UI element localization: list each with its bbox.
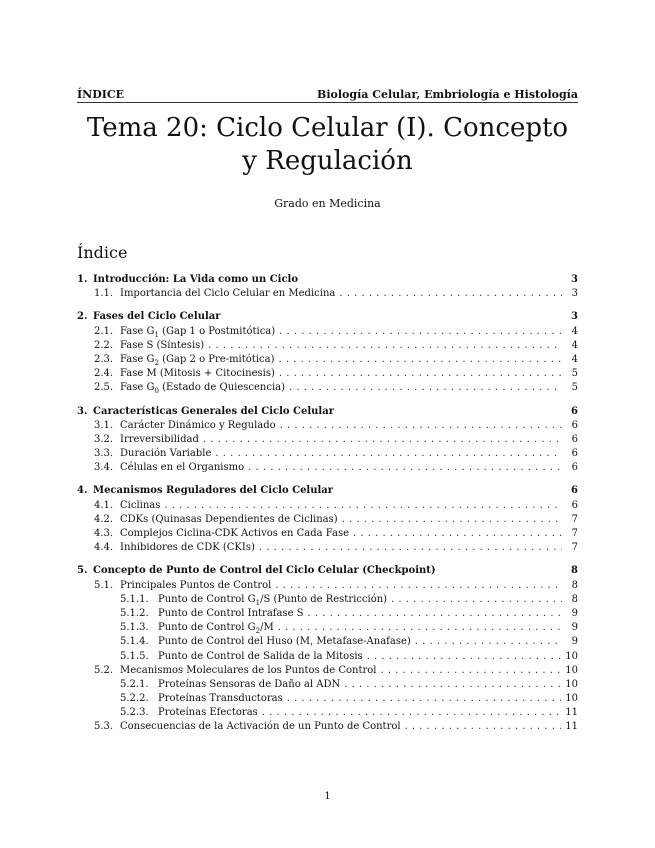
dot-leader (342, 513, 562, 527)
toc-number: 4.3. (94, 528, 114, 539)
dot-leader (278, 353, 562, 367)
toc-page: 7 (571, 513, 578, 525)
toc-number: 3.3. (94, 448, 114, 460)
toc-entry-5-1-4[interactable] (77, 635, 578, 649)
toc-title: Ciclinas (120, 499, 161, 511)
toc-page: 6 (571, 448, 578, 460)
toc-title: Proteínas Efectoras (158, 707, 258, 719)
toc-entry-5-2-1[interactable] (77, 678, 578, 692)
toc-title: Características Generales del Ciclo Celular (93, 405, 334, 417)
toc-number: 3.2. (94, 433, 114, 445)
dot-leader (280, 419, 562, 433)
toc-title: Mecanismos Reguladores del Ciclo Celular (93, 485, 334, 497)
toc-number: 5.2.1. (120, 678, 149, 690)
toc-number: 4. (77, 485, 88, 497)
toc-title: Fase M (Mitosis + Citocinesis) (120, 368, 275, 380)
toc-entry-5-2[interactable] (77, 664, 578, 678)
toc-entry-5-1-3[interactable] (77, 621, 578, 635)
title-line-1: Tema 20: Ciclo Celular (I). Concepto (86, 113, 569, 143)
toc-title: Mecanismos Moleculares de los Puntos de Control (120, 664, 377, 676)
toc-number: 3. (77, 405, 88, 417)
header-right: Biología Celular, Embriología e Histología (317, 88, 578, 101)
toc-entry-2-3[interactable] (77, 353, 578, 367)
toc-page: 5 (571, 382, 578, 394)
toc-title: Importancia del Ciclo Celular en Medicina (120, 288, 336, 300)
toc-number: 5. (77, 565, 88, 577)
toc-number: 4.1. (94, 499, 114, 511)
toc-entry-4-1[interactable] (77, 499, 578, 513)
toc-title: Fases del Ciclo Celular (93, 311, 221, 323)
dot-leader (353, 527, 562, 541)
header-left: ÍNDICE (77, 88, 125, 101)
toc-page: 4 (571, 353, 578, 365)
title-line-2: y Regulación (242, 146, 413, 176)
toc-title: Punto de Control Intrafase S (158, 607, 304, 619)
dot-leader (259, 541, 562, 555)
toc-title: Punto de Control del Huso (M, Metafase-Anafase) (158, 636, 411, 648)
toc-page: 6 (571, 499, 578, 511)
dot-leader (287, 692, 562, 706)
toc-section-1 (77, 273, 578, 301)
toc-page: 8 (571, 579, 578, 591)
toc-number: 2. (77, 311, 88, 323)
toc-number: 5.1.4. (120, 636, 149, 648)
toc-title: Fase S (Síntesis) (120, 339, 205, 351)
toc-page: 7 (571, 542, 578, 554)
toc-entry-5-3[interactable] (77, 720, 578, 734)
toc-number: 2.3. (94, 353, 114, 365)
toc-entry-4-4[interactable] (77, 541, 578, 555)
dot-leader (367, 650, 562, 664)
document-subtitle: Grado en Medicina (274, 197, 381, 210)
toc-number: 1.1. (94, 288, 114, 300)
toc-number: 4.4. (94, 542, 114, 554)
toc-title: Duración Variable (120, 448, 212, 460)
dot-leader (164, 499, 562, 513)
toc-title: Carácter Dinámico y Regulado (120, 419, 276, 431)
toc-section-4 (77, 484, 578, 555)
toc-page: 7 (571, 528, 578, 539)
toc-section-5 (77, 564, 578, 734)
toc-page: 11 (565, 721, 578, 733)
toc-number: 1. (77, 274, 88, 285)
toc-page: 8 (571, 565, 578, 577)
toc-page: 10 (565, 678, 578, 690)
dot-leader (415, 635, 562, 649)
dot-leader (381, 664, 562, 678)
toc-title: Irreversibilidad (120, 433, 199, 445)
toc-number: 2.2. (94, 339, 114, 351)
toc-entry-2[interactable] (77, 310, 578, 324)
toc-page: 6 (571, 433, 578, 445)
toc-title: Punto de Control $G_2/M$ (158, 622, 274, 636)
dot-leader (279, 325, 562, 339)
toc-page: 8 (571, 593, 578, 605)
toc-entry-5-2-3[interactable] (77, 706, 578, 720)
dot-leader (405, 720, 562, 734)
toc-number: 5.2.2. (120, 693, 149, 705)
toc-page: 3 (571, 274, 578, 285)
toc-title: Fase $G_0$ (Estado de Quiescencia) (120, 382, 286, 396)
toc-page: 3 (571, 288, 578, 300)
toc-title: Fase $G_2$ (Gap 2 o Pre-mitótica) (120, 353, 275, 367)
toc-number: 5.2. (94, 664, 114, 676)
page-number: 1 (324, 791, 331, 802)
toc-page: 6 (571, 462, 578, 474)
document-title (77, 112, 578, 178)
toc-entry-4-3[interactable] (77, 527, 578, 541)
toc-page: 6 (571, 419, 578, 431)
toc-title: Células en el Organismo (120, 462, 245, 474)
toc-entry-5-2-2[interactable] (77, 692, 578, 706)
toc-number: 5.2.3. (120, 707, 149, 719)
toc-page: 6 (571, 405, 578, 417)
toc-entry-5-1-2[interactable] (77, 607, 578, 621)
toc-title: Concepto de Punto de Control del Ciclo Celular (Checkpoint) (93, 565, 436, 577)
toc-entry-5[interactable] (77, 564, 578, 578)
dot-leader (391, 593, 562, 607)
dot-leader (248, 461, 562, 475)
dot-leader (215, 447, 562, 461)
toc-page: 10 (565, 664, 578, 676)
table-of-contents (77, 273, 578, 744)
toc-entry-4-2[interactable] (77, 513, 578, 527)
running-header (77, 88, 578, 103)
toc-number: 3.1. (94, 419, 114, 431)
toc-page: 6 (571, 485, 578, 497)
dot-leader (308, 607, 562, 621)
toc-number: 3.4. (94, 462, 114, 474)
toc-entry-3-3[interactable] (77, 447, 578, 461)
toc-entry-3-2[interactable] (77, 433, 578, 447)
dot-leader (275, 579, 562, 593)
dot-leader (278, 621, 562, 635)
toc-number: 5.1.2. (120, 607, 149, 619)
toc-page: 10 (565, 693, 578, 705)
toc-page: 9 (571, 622, 578, 634)
toc-entry-2-5[interactable] (77, 381, 578, 395)
toc-page: 11 (565, 707, 578, 719)
dot-leader (208, 339, 562, 353)
toc-entry-2-2[interactable] (77, 339, 578, 353)
toc-entry-3-4[interactable] (77, 461, 578, 475)
toc-section-2 (77, 310, 578, 395)
toc-number: 5.1.5. (120, 650, 149, 662)
toc-page: 5 (571, 368, 578, 380)
toc-title: Proteínas Sensoras de Daño al ADN (158, 678, 341, 690)
toc-title: Introducción: La Vida como un Ciclo (93, 274, 299, 285)
toc-title: Punto de Control $G_1/S$ (Punto de Restricción) (158, 593, 388, 607)
toc-entry-4[interactable] (77, 484, 578, 498)
toc-title: Consecuencias de la Activación de un Punto de Control (120, 721, 401, 733)
toc-entry-5-1[interactable] (77, 579, 578, 593)
toc-entry-3[interactable] (77, 405, 578, 419)
toc-page: 9 (571, 607, 578, 619)
dot-leader (203, 433, 562, 447)
toc-entry-2-1[interactable] (77, 325, 578, 339)
toc-number: 2.5. (94, 382, 114, 394)
toc-title: Proteínas Transductoras (158, 693, 283, 705)
toc-entry-2-4[interactable] (77, 367, 578, 381)
toc-title: Punto de Control de Salida de la Mitosis (158, 650, 363, 662)
toc-number: 5.1.1. (120, 593, 149, 605)
toc-page: 10 (565, 650, 578, 662)
dot-leader (262, 706, 561, 720)
toc-section-3 (77, 405, 578, 476)
dot-leader (279, 367, 562, 381)
dot-leader (344, 678, 561, 692)
toc-heading: Índice (77, 243, 128, 262)
toc-number: 2.4. (94, 368, 114, 380)
toc-number: 4.2. (94, 513, 114, 525)
toc-entry-3-1[interactable] (77, 419, 578, 433)
toc-title: Complejos Ciclina-CDK Activos en Cada Fase (120, 528, 350, 539)
toc-number: 5.1. (94, 579, 114, 591)
dot-leader (289, 381, 562, 395)
toc-number: 5.3. (94, 721, 114, 733)
toc-entry-5-1-5[interactable] (77, 650, 578, 664)
toc-title: Fase $G_1$ (Gap 1 o Postmitótica) (120, 325, 276, 339)
toc-page: 4 (571, 325, 578, 337)
dot-leader (339, 287, 562, 301)
toc-entry-1-1[interactable] (77, 287, 578, 301)
toc-entry-5-1-1[interactable] (77, 593, 578, 607)
toc-page: 9 (571, 636, 578, 648)
toc-title: Inhibidores de CDK (CKIs) (120, 542, 255, 554)
toc-title: CDKs (Quinasas Dependientes de Ciclinas) (120, 513, 338, 525)
toc-page: 3 (571, 311, 578, 323)
toc-number: 2.1. (94, 325, 114, 337)
toc-entry-1[interactable] (77, 273, 578, 287)
toc-title: Principales Puntos de Control (120, 579, 272, 591)
toc-page: 4 (571, 339, 578, 351)
toc-number: 5.1.3. (120, 622, 149, 634)
